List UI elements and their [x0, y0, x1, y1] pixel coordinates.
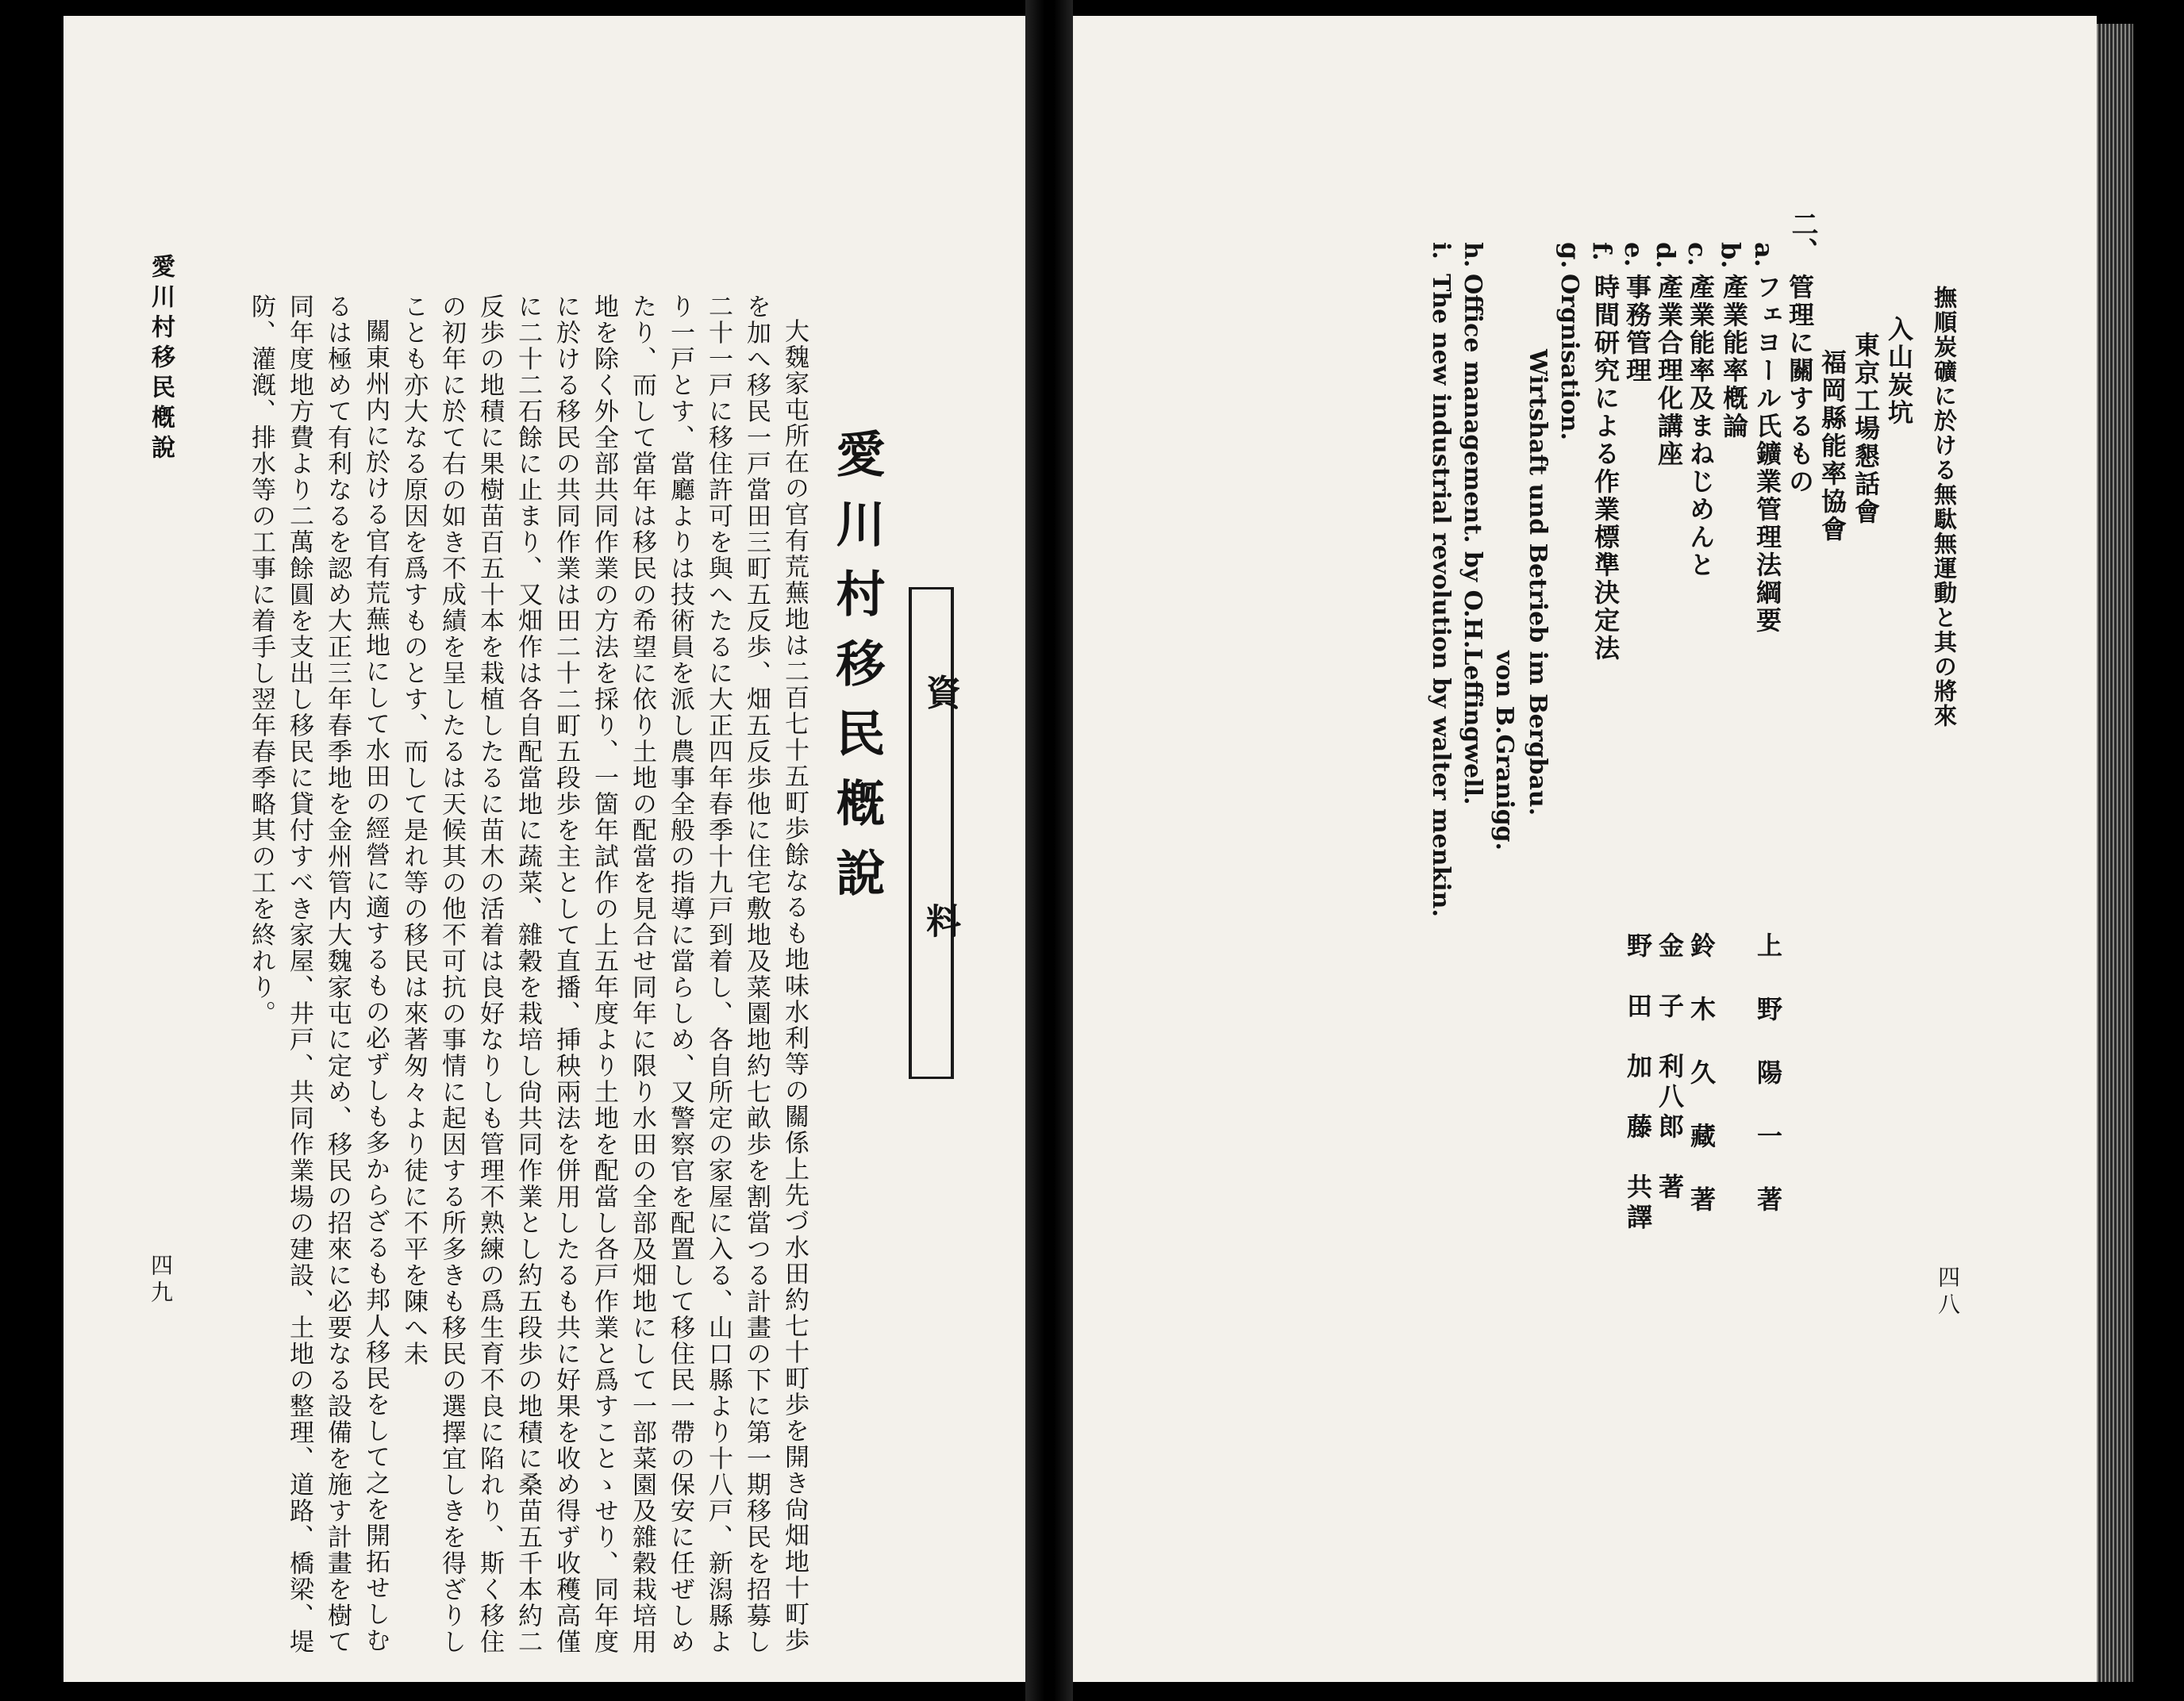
list-author: 上 野 陽 一 著	[1753, 932, 1783, 1218]
list-author: 金 子 利八郎 著	[1655, 932, 1685, 1204]
list-title: 東京工場懇話會	[1851, 332, 1881, 526]
list-title: 時間研究による作業標準決定法	[1590, 274, 1621, 662]
left-page	[63, 16, 1025, 1682]
list-title: 產業能率槪論	[1719, 274, 1749, 440]
article-body	[179, 294, 813, 1674]
list-title: 管理に關するもの	[1785, 274, 1815, 496]
page-edges	[2097, 24, 2133, 1682]
list-marker: d.	[1651, 242, 1681, 269]
list-title: 產業合理化講座	[1654, 274, 1684, 468]
section-box-top-rule	[909, 587, 954, 589]
list-title: The new industrial revolution by walter menkin.	[1427, 274, 1455, 917]
list-title: 產業能率及まねじめんと	[1686, 274, 1716, 579]
article-paragraph: 關東州内に於ける官有荒蕪地にして水田の經營に適するもの必ずしも多からざるも邦人移民をして之を開拓せしむるは極めて有利なるを認め大正三年春季地を金州管内大魏家屯に定め、移民の招來に必要なる設備を施す計畫を樹て同年度地方費より二萬餘圓を支出し移民に貸付すべき家屋、井戸、共同作業場の建設、土地の整理、道路、橋梁、堤防、灌漑、排水等の工事に着手し翌年春季略其の工を終れり。	[247, 294, 390, 1655]
section-label: 資 料	[920, 674, 960, 1017]
left-page-number: 四九	[148, 1254, 174, 1307]
list-marker: h.	[1459, 242, 1486, 268]
list-title: 入山炭坑	[1884, 316, 1914, 427]
list-author: 野 田 加 藤 共譯	[1623, 932, 1653, 1234]
right-page-number: 四八	[1935, 1265, 1961, 1319]
right-page	[1073, 16, 2097, 1682]
list-title: フェヨール氏鑛業管理法綱要	[1752, 274, 1782, 635]
list-title: Office management. by O.H.Leffingwell.	[1459, 274, 1486, 805]
list-marker: a.	[1749, 242, 1779, 267]
list-author: 鈴 木 久 藏 著	[1686, 932, 1717, 1218]
list-title: Orgnisation.	[1555, 274, 1583, 440]
list-title: von B.Granigg.	[1490, 651, 1518, 850]
list-marker: 二、	[1786, 210, 1818, 264]
list-title: 福岡縣能率協會	[1817, 349, 1848, 543]
section-box-left-rule	[909, 587, 912, 1079]
list-marker: i.	[1427, 242, 1455, 259]
article-paragraph: 大魏家屯所在の官有荒蕪地は二百七十五町歩餘なるも地味水利等の關係上先づ水田約七十町歩を開き尙畑地十町歩を加へ移民一戸當田三町五反歩、畑五反歩他に住宅敷地及菜園地約七畝歩を割當つる計畫の下に第一期移民を招募し二十一戸に移住許可を與へたるに大正四年春季十九戸到着し、各自所定の家屋に入る、山口縣より十八戸、新潟縣より一戸とす、當廳よりは技術員を派し農事全般の指導に當らしめ、又警察官を配置して移住民一帶の保安に任ぜしめたり、而して當年は移民の希望に依り土地の配當を見合せ同年に限り水田の全部及畑地にして一部菜園及雜穀栽培用地を除く外全部共同作業の方法を採り、一箇年試作の上五年度より土地を配當し各戸作業と爲すことゝせり、同年度に於ける移民の共同作業は田二十二町五段歩を主として直播、挿秧兩法を併用したるも共に好果を收め得ず收穫高僅に二十二石餘に止まり、又畑作は各自配當地に蔬菜、雜穀を栽培し尙共同作業とし約五段歩の地積に桑苗五千本約二反歩の地積に果樹苗百五十本を栽植したるに苗木の活着は良好なりしも管理不熟練の爲生育不良に陷れり、斯く移住の初年に於て右の如き不成績を呈したるは天候其の他不可抗の事情に起因する所多きも移民の選擇宜しきを得ざりしことも亦大なる原因を爲すものとす、而して是れ等の移民は來著匆々より徒に不平を陳へ未	[399, 294, 809, 1655]
list-marker: b.	[1716, 242, 1746, 269]
article-title: 愛川村移民槪說	[828, 428, 886, 917]
list-marker: g.	[1555, 242, 1586, 269]
list-title: 事務管理	[1622, 274, 1652, 385]
list-marker: c.	[1682, 242, 1713, 267]
list-title: Wirtshaft und Betrieb im Bergbau.	[1524, 349, 1551, 816]
list-marker: f.	[1587, 242, 1617, 261]
section-box-bottom-rule	[909, 1077, 954, 1079]
list-marker: e.	[1619, 242, 1649, 267]
left-running-title: 愛川村移民槪說	[147, 254, 175, 465]
right-running-title: 撫順炭礦に於ける無駄無運動と其の將來	[1931, 286, 1958, 728]
book-gutter	[1025, 0, 1073, 1701]
